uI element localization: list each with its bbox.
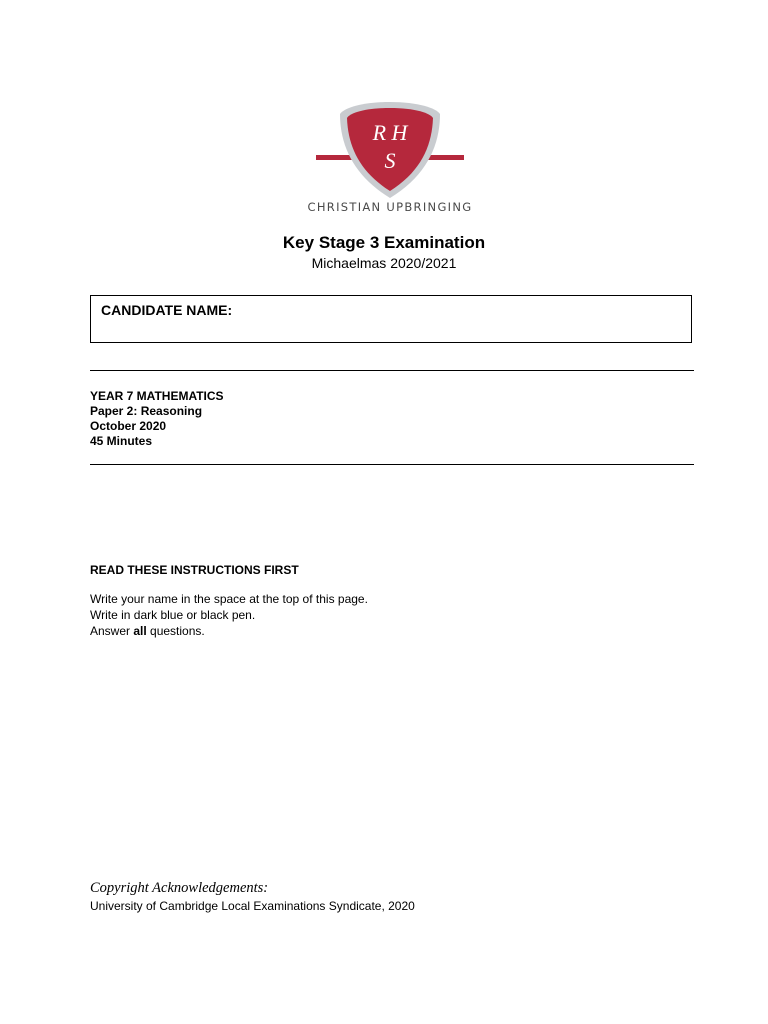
paper-details — [90, 389, 224, 449]
instruction-answer-emphasis: all — [133, 624, 147, 638]
instructions-list — [90, 591, 368, 639]
logo-monogram-top: R H — [372, 120, 408, 145]
paper-duration: 45 Minutes — [90, 434, 153, 448]
copyright-heading: Copyright Acknowledgements: — [90, 880, 269, 896]
copyright-text: University of Cambridge Local Examinations Syndicate, 2020 — [90, 899, 415, 913]
instruction-answer — [90, 623, 368, 639]
candidate-name-label: CANDIDATE NAME: — [101, 302, 233, 318]
divider-bottom — [90, 464, 694, 465]
instruction-pen: Write in dark blue or black pen. — [90, 608, 256, 622]
instruction-name: Write your name in the space at the top of this page. — [90, 592, 368, 606]
instruction-answer-prefix: Answer — [90, 624, 134, 638]
paper-date: October 2020 — [90, 419, 167, 433]
paper-title: Paper 2: Reasoning — [90, 404, 203, 418]
divider-top — [90, 370, 694, 371]
instructions-heading: READ THESE INSTRUCTIONS FIRST — [90, 563, 299, 577]
logo-tagline: CHRISTIAN UPBRINGING — [307, 200, 473, 214]
instruction-answer-suffix: questions. — [146, 624, 205, 638]
logo-monogram-bottom: S — [384, 148, 396, 173]
paper-subject: YEAR 7 MATHEMATICS — [90, 389, 224, 403]
exam-term: Michaelmas 2020/2021 — [311, 255, 457, 271]
candidate-name-field[interactable] — [90, 295, 692, 343]
exam-title: Key Stage 3 Examination — [282, 233, 486, 252]
